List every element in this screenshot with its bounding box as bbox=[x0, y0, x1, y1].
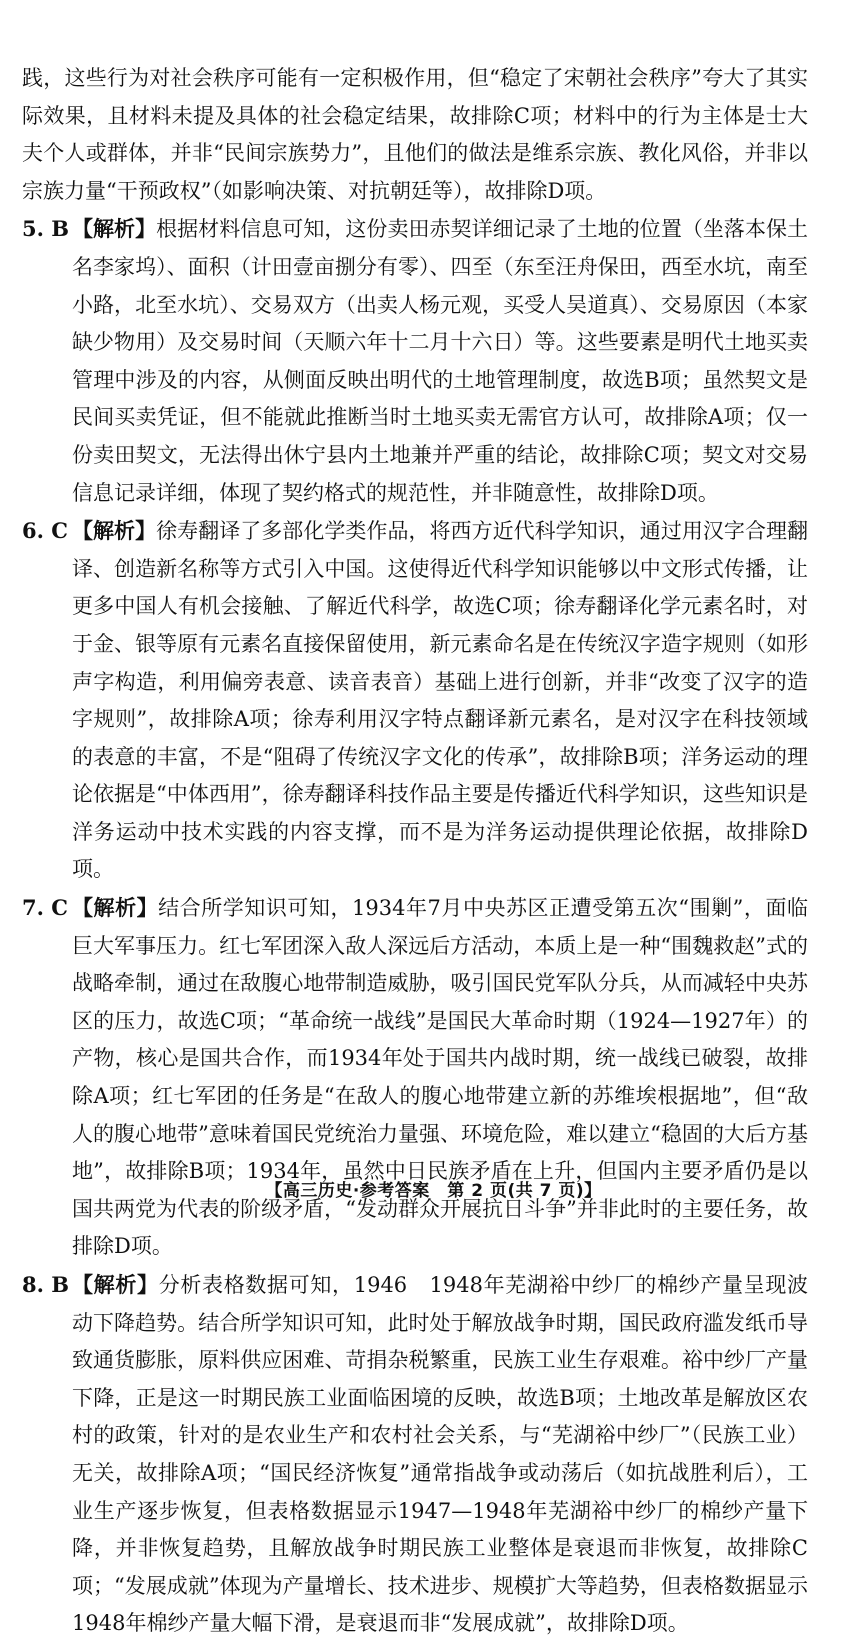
answer-number: 5. B bbox=[22, 216, 69, 242]
intro-paragraph: 践，这些行为对社会秩序可能有一定积极作用，但“稳定了宋朝社会秩序”夸大了其实际效果，且材料未提及具体的社会稳定结果，故排除C项；材料中的行为主体是士大夫个人或群体，并非“民间宗族势力”，且他们的做法是维系宗族、教化风俗，并非以宗族力量“干预政权”（如影响决策、对抗朝廷等），故排除D项。 bbox=[22, 66, 808, 203]
analysis-text: 徐寿翻译了多部化学类作品，将西方近代科学知识，通过用汉字合理翻译、创造新名称等方式引入中国。这使得近代科学知识能够以中文形式传播，让更多中国人有机会接触、了解近代科学，故选C项；徐寿翻译化学元素名时，对于金、银等原有元素名直接保留使用，新元素命名是在传统汉字造字规则（如形声字构造，利用偏旁表意、读音表音）基础上进行创新，并非“改变了汉字的造字规则”，故排除A项；徐寿利用汉字特点翻译新元素名，是对汉字在科技领域的表意的丰富，不是“阻碍了传统汉字文化的传承”，故排除B项；洋务运动的理论依据是“中体西用”，徐寿翻译科技作品主要是传播近代科学知识，这些知识是洋务运动中技术实践的内容支撑，而不是为洋务运动提供理论依据，故排除D项。 bbox=[72, 519, 809, 882]
answer-item-7 bbox=[22, 889, 808, 1266]
analysis-tag: 【解析】 bbox=[72, 518, 157, 544]
analysis-text: 分析表格数据可知，1946 1948年芜湖裕中纱厂的棉纱产量呈现波动下降趋势。结合所学知识可知，此时处于解放战争时期，国民政府滥发纸币导致通货膨胀，原料供应困难、苛捐杂税繁重，民族工业生存艰难。裕中纱厂产量下降，正是这一时期民族工业面临困境的反映，故选B项；土地改革是解放区农村的政策，针对的是农业生产和农村社会关系，与“芜湖裕中纱厂”（民族工业）无关，故排除A项；“国民经济恢复”通常指战争或动荡后（如抗战胜利后），工业生产逐步恢复，但表格数据显示1947—1948年芜湖裕中纱厂的棉纱产量下降，并非恢复趋势，且解放战争时期民族工业整体是衰退而非恢复，故排除C项；“发展成就”体现为产量增长、技术进步、规模扩大等趋势，但表格数据显示1948年棉纱产量大幅下滑，是衰退而非“发展成就”，故排除D项。 bbox=[72, 1273, 809, 1636]
answer-number: 6. C bbox=[22, 518, 68, 544]
analysis-text: 结合所学知识可知，1934年7月中央苏区正遭受第五次“围剿”，面临巨大军事压力。红七军团深入敌人深远后方活动，本质上是一种“围魏救赵”式的战略牵制，通过在敌腹心地带制造威胁，吸引国民党军队分兵，从而减轻中央苏区的压力，故选C项；“革命统一战线”是国民大革命时期（1924—1927年）的产物，核心是国共合作，而1934年处于国共内战时期，统一战线已破裂，故排除A项；红七军团的任务是“在敌人的腹心地带建立新的苏维埃根据地”，但“敌人的腹心地带”意味着国民党统治力量强、环境危险，难以建立“稳固的大后方基地”，故排除B项；1934年，虽然中日民族矛盾在上升，但国内主要矛盾仍是以国共两党为代表的阶级矛盾，“发动群众开展抗日斗争”并非此时的主要任务，故排除D项。 bbox=[72, 896, 809, 1259]
answer-item-5 bbox=[22, 210, 808, 512]
analysis-tag: 【解析】 bbox=[72, 1272, 159, 1297]
analysis-tag: 【解析】 bbox=[72, 895, 159, 921]
answer-number: 8. B bbox=[22, 1272, 69, 1297]
answer-number: 7. C bbox=[22, 895, 68, 921]
analysis-text: 根据材料信息可知，这份卖田赤契详细记录了土地的位置（坐落本保土名李家坞）、面积（计田壹亩捌分有零）、四至（东至汪舟保田，西至水坑，南至小路，北至水坑）、交易双方（出卖人杨元观，买受人吴道真）、交易原因（本家缺少物用）及交易时间（天顺六年十二月十六日）等。这些要素是明代土地买卖管理中涉及的内容，从侧面反映出明代的土地管理制度，故选B项；虽然契文是民间买卖凭证，但不能就此推断当时土地买卖无需官方认可，故排除A项；仅一份卖田契文，无法得出休宁县内土地兼并严重的结论，故排除C项；契文对交易信息记录详细，体现了契约格式的规范性，并非随意性，故排除D项。 bbox=[72, 217, 809, 505]
page-footer: 【高三历史·参考答案 第 2 页(共 7 页)】 bbox=[265, 1181, 602, 1201]
answer-item-6 bbox=[22, 512, 808, 889]
answer-item-8 bbox=[22, 1266, 808, 1643]
analysis-tag: 【解析】 bbox=[72, 216, 157, 242]
answer-content bbox=[22, 60, 808, 1643]
